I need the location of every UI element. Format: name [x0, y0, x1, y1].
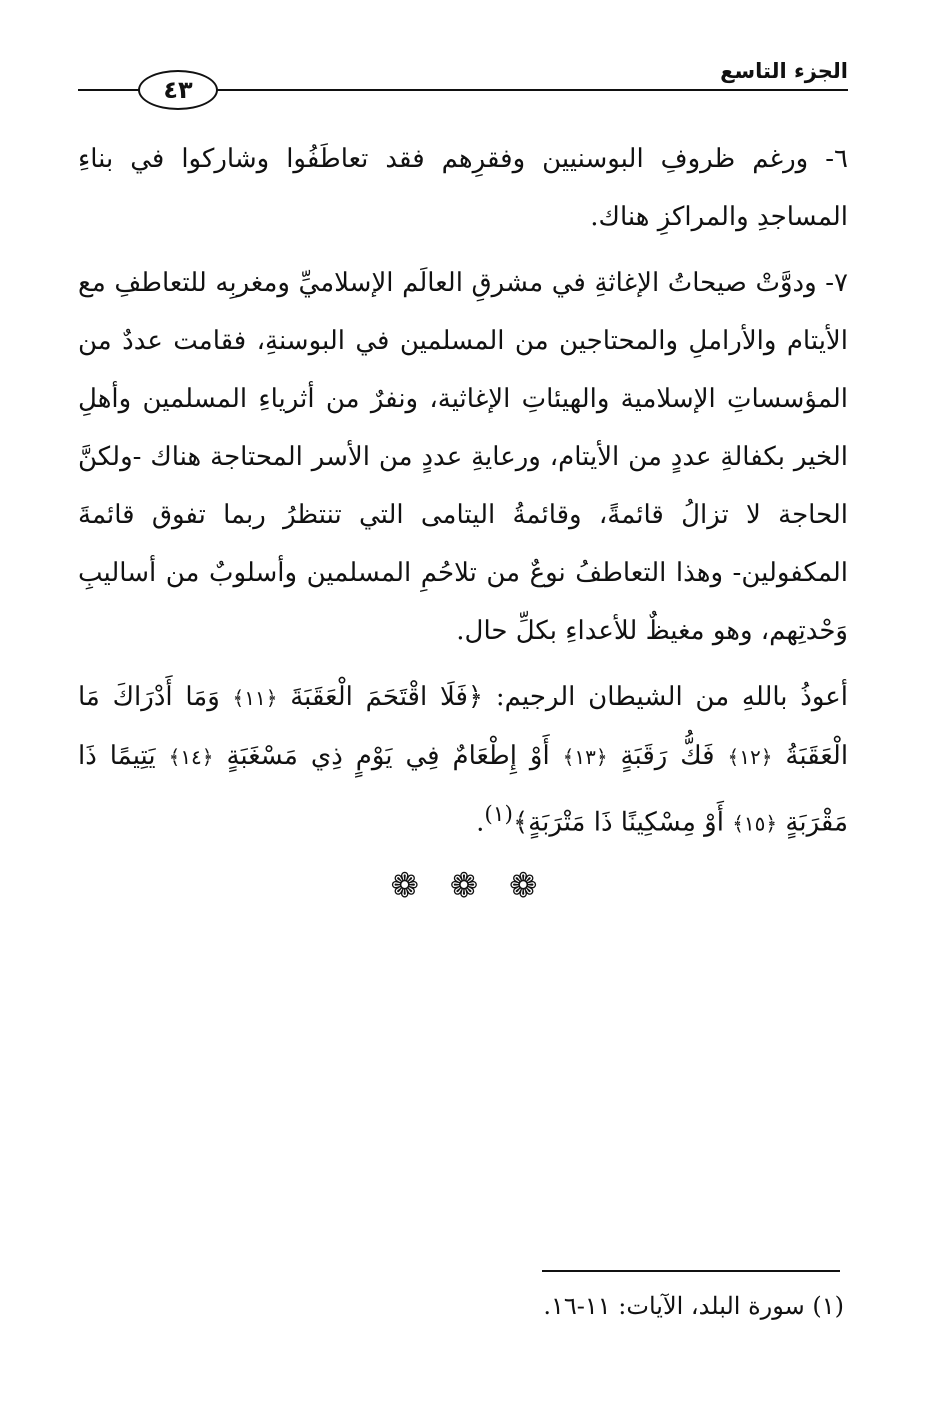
footnote-reference[interactable]: (١): [484, 802, 513, 827]
paragraph-6: ٦- ورغم ظروفِ البوسنيين وفقرِهم فقد تعاطَفُوا وشاركوا في بناءِ المساجدِ والمراكزِ هناك.: [78, 144, 848, 232]
verse-text: فَكُّ رَقَبَةٍ: [620, 741, 715, 771]
verse-number: ﴿١٢﴾: [727, 745, 773, 769]
verse-text: يَتِيمًا ذَا مَقْرَبَةٍ: [78, 741, 848, 838]
paragraph-7: ٧- ودوَّتْ صيحاتُ الإغاثةِ في مشرقِ العالَم الإسلاميِّ ومغربِه للتعاطفِ مع الأيتام والأراملِ والمحتاجين من المسلمين في البوسنةِ، فقامت عددٌ من المؤسساتِ الإسلامية والهيئاتِ الإغاثية، ونفرٌ من أثرياءِ المسلمين وأهلِ الخير بكفالةِ عددٍ من الأيتام، ورعايةِ عددٍ من الأسر المحتاجة هناك -ولكنَّ الحاجة لا تزالُ قائمةً، وقائمةُ اليتامى التي تنتظرُ ربما تفوق قائمةَ المكفولين- وهذا التعاطفُ نوعٌ من تلاحُمِ المسلمين وأسلوبٌ من أساليبِ وَحْدتِهم، وهو مغيظٌ للأعداءِ بكلِّ حال.: [78, 268, 848, 646]
sentence-period: .: [476, 807, 485, 838]
footnote-rule: [542, 1270, 840, 1272]
footnote: (١) سورة البلد، الآيات: ١١-١٦.: [543, 1292, 844, 1320]
verse-text: فَلَا اقْتَحَمَ الْعَقَبَةَ: [290, 682, 468, 712]
verse-number: ﴿١٣﴾: [562, 745, 608, 769]
part-title: الجزء التاسع: [714, 58, 848, 84]
quran-intro: أعوذُ باللهِ من الشيطان الرجيم:: [495, 682, 849, 712]
page-number: ٤٣: [138, 70, 218, 110]
quran-open-bracket: ﴿: [467, 682, 484, 712]
section-divider-ornament: ❁ ❁ ❁: [390, 866, 548, 906]
quran-quote: [78, 668, 848, 853]
verse-number: ﴿١٥﴾: [732, 811, 778, 836]
quran-close-bracket: ﴾: [512, 807, 529, 838]
verse-text: أَوْ إِطْعَامٌ فِي يَوْمٍ ذِي مَسْغَبَةٍ: [226, 741, 550, 771]
page-header: [78, 52, 848, 112]
verse-number: ﴿١١﴾: [232, 686, 278, 710]
verse-text: وَمَا أَدْرَاكَ مَا الْعَقَبَةُ: [78, 682, 849, 771]
verse-text: أَوْ مِسْكِينًا ذَا مَتْرَبَةٍ: [528, 807, 724, 838]
page-body: [78, 130, 848, 861]
verse-number: ﴿١٤﴾: [168, 745, 214, 769]
